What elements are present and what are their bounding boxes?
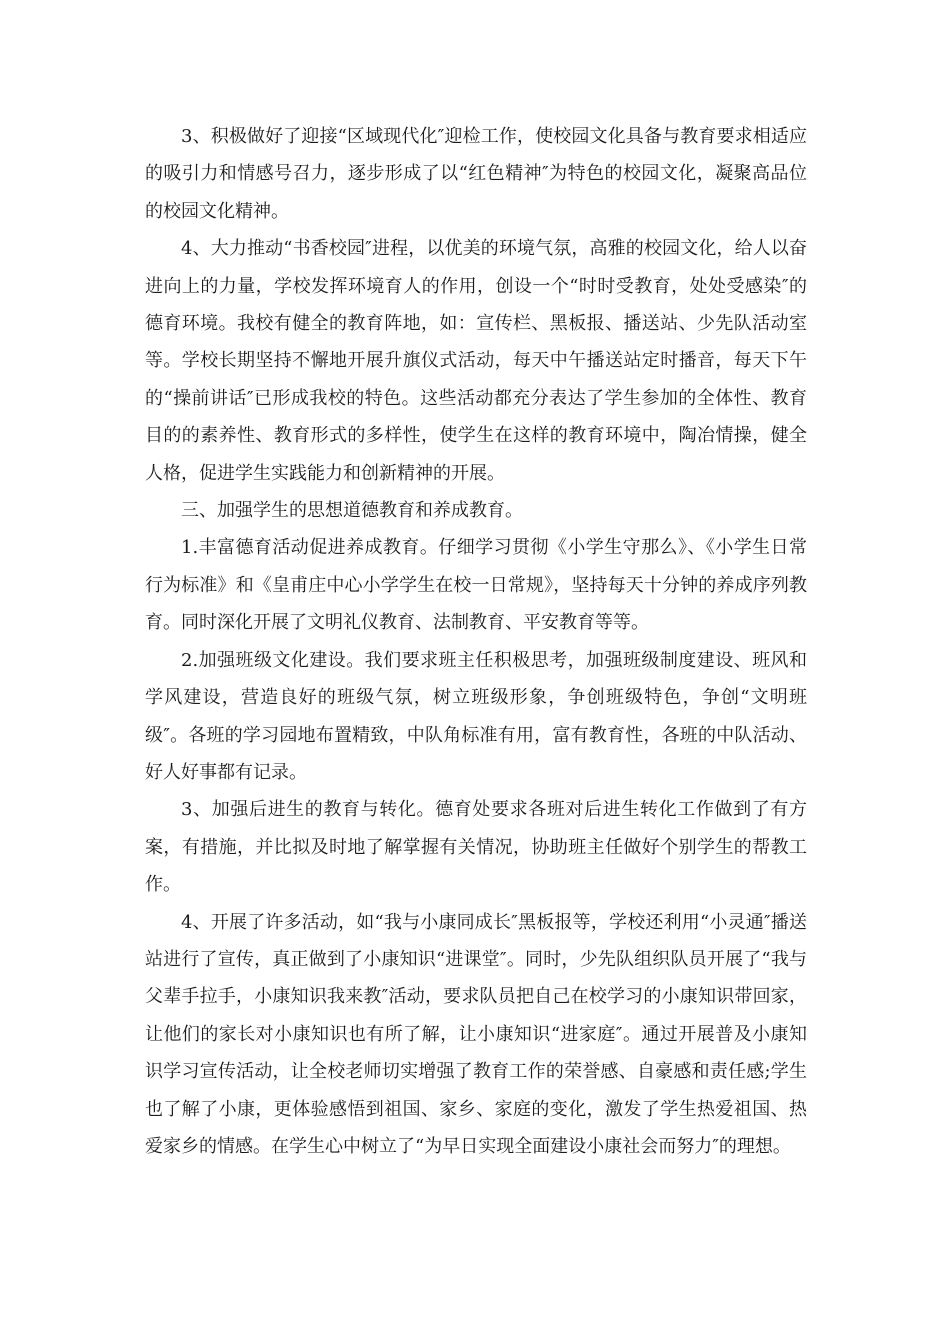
paragraph-6: 4、开展了许多活动，如“我与小康同成长″黑板报等，学校还利用“小灵通″播送站进行了宣传，真正做到了小康知识“进课堂″。同时，少先队组织队员开展了“我与父辈手拉手，小康知识我来教″活动，要求队员把自己在校学习的小康知识带回家，让他们的家长对小康知识也有所了解，让小康知识“进家庭″。通过开展普及小康知识学习宣传活动，让全校老师切实增强了教育工作的荣誉感、自豪感和责任感;学生也了解了小康，更体验感悟到祖国、家乡、家庭的变化，激发了学生热爱祖国、热爱家乡的情感。在学生心中树立了“为早日实现全面建设小康社会而努力″的理想。 [145, 911, 807, 1157]
paragraph-1: 3、积极做好了迎接“区域现代化″迎检工作，使校园文化具备与教育要求相适应的吸引力和情感号召力，逐步形成了以“红色精神″为特色的校园文化，凝聚高品位的校园文化精神。 [145, 126, 807, 222]
paragraph-2: 4、大力推动“书香校园″进程，以优美的环境气氛，高雅的校园文化，给人以奋进向上的力量，学校发挥环境育人的作用，创设一个“时时受教育，处处受感染″的德育环境。我校有健全的教育阵地，如：宣传栏、黑板报、播送站、少先队活动室等。学校长期坚持不懈地开展升旗仪式活动，每天中午播送站定时播音，每天下午的“操前讲话″已形成我校的特色。这些活动都充分表达了学生参加的全体性、教育目的的素养性、教育形式的多样性，使学生在这样的教育环境中，陶冶情操，健全人格，促进学生实践能力和创新精神的开展。 [145, 238, 807, 484]
document-body [145, 118, 807, 1165]
section-heading-3: 三、加强学生的思想道德教育和养成教育。 [181, 500, 523, 522]
paragraph-3: 1.丰富德育活动促进养成教育。仔细学习贯彻《小学生守那么》、《小学生日常行为标准》和《皇甫庄中心小学学生在校一日常规》，坚持每天十分钟的养成序列教育。同时深化开展了文明礼仪教育、法制教育、平安教育等等。 [145, 537, 807, 634]
paragraph-5: 3、加强后进生的教育与转化。德育处要求各班对后进生转化工作做到了有方案，有措施，并比拟及时地了解掌握有关情况，协助班主任做好个别学生的帮教工作。 [145, 799, 807, 896]
paragraph-4: 2.加强班级文化建设。我们要求班主任积极思考，加强班级制度建设、班风和学风建设，营造良好的班级气氛，树立班级形象，争创班级特色，争创“文明班级″。各班的学习园地布置精致，中队角标准有用，富有教育性，各班的中队活动、好人好事都有记录。 [145, 649, 807, 783]
